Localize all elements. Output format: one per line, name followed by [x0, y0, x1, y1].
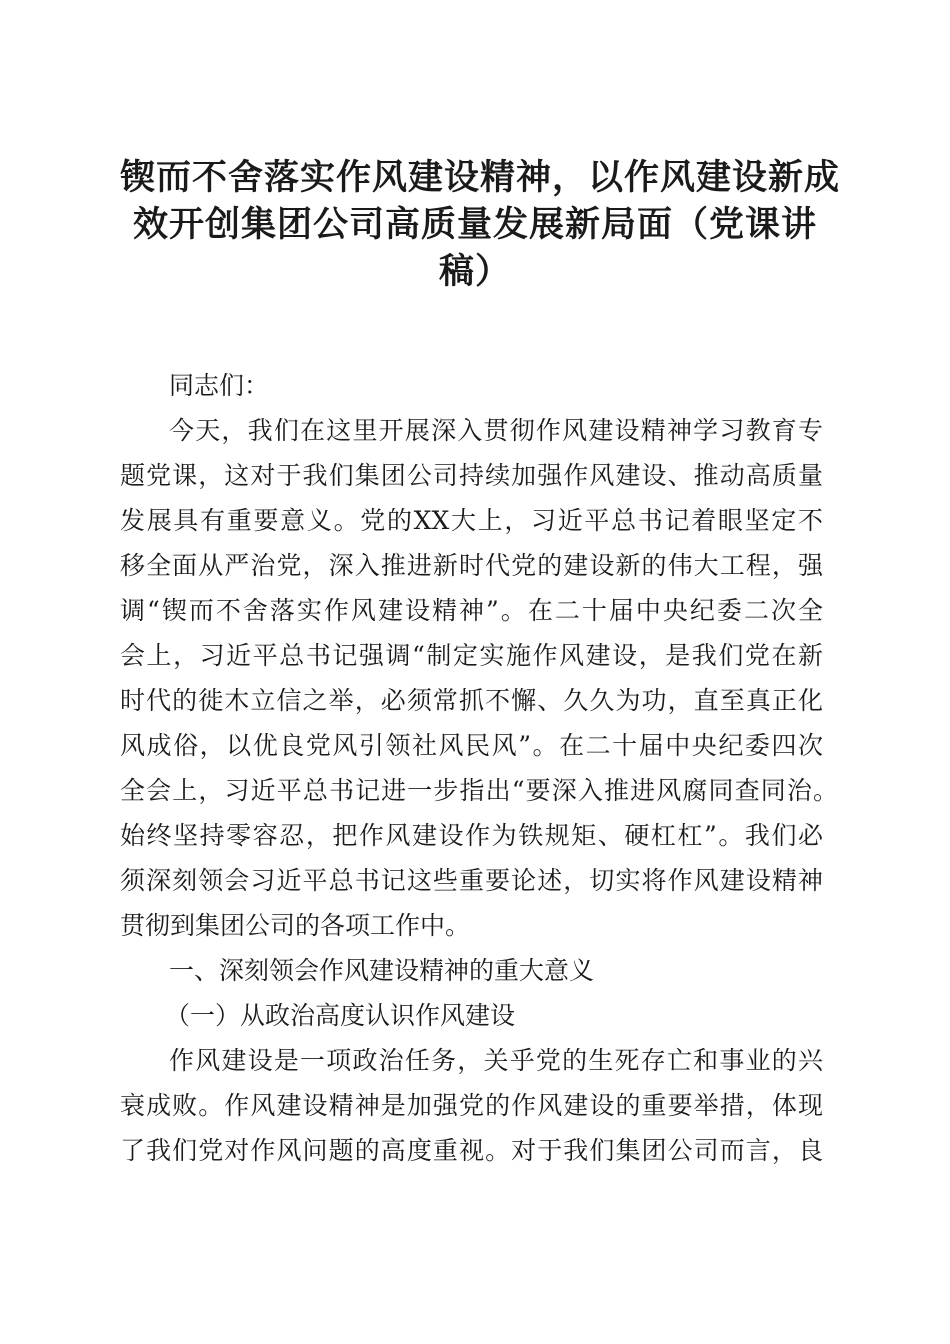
paragraph-line: 题党课，这对于我们集团公司持续加强作风建设、推动高质量 [120, 461, 823, 490]
paragraph-line: 会上，习近平总书记强调“制定实施作风建设，是我们党在新 [120, 641, 823, 670]
paragraph-line: 今天，我们在这里开展深入贯彻作风建设精神学习教育专 [169, 416, 823, 445]
paragraph-line: 须深刻领会习近平总书记这些重要论述，切实将作风建设精神 [120, 866, 823, 895]
paragraph-line: 始终坚持零容忍，把作风建设作为铁规矩、硬杠杠”。我们必 [120, 821, 823, 850]
paragraph-line: 衰成败。作风建设精神是加强党的作风建设的重要举措，体现 [120, 1091, 823, 1120]
title-line: 效开创集团公司高质量发展新局面（党课讲 [132, 205, 817, 245]
section-heading: 一、深刻领会作风建设精神的重大意义 [169, 956, 595, 985]
paragraph-line: 发展具有重要意义。党的XX大上，习近平总书记着眼坚定不 [120, 506, 823, 535]
paragraph-line: 风成俗，以优良党风引领社风民风”。在二十届中央纪委四次 [120, 731, 823, 760]
paragraph-line: 调“锲而不舍落实作风建设精神”。在二十届中央纪委二次全 [120, 596, 823, 625]
section-subheading: （一）从政治高度认识作风建设 [165, 1001, 516, 1030]
paragraph-line: 了我们党对作风问题的高度重视。对于我们集团公司而言，良 [120, 1136, 823, 1165]
paragraph-line: 作风建设是一项政治任务，关乎党的生死存亡和事业的兴 [169, 1046, 823, 1075]
paragraph-line: 时代的徙木立信之举，必须常抓不懈、久久为功，直至真正化 [120, 686, 823, 715]
document-title [120, 155, 841, 296]
title-line: 稿） [438, 252, 511, 292]
paragraph-line: 全会上，习近平总书记进一步指出“要深入推进风腐同查同治。 [120, 776, 838, 805]
salutation: 同志们： [169, 371, 270, 400]
paragraph-line: 移全面从严治党，深入推进新时代党的建设新的伟大工程，强 [120, 551, 823, 580]
title-line: 锲而不舍落实作风建设精神，以作风建设新成 [120, 158, 841, 198]
paragraph-line: 贯彻到集团公司的各项工作中。 [120, 911, 471, 940]
